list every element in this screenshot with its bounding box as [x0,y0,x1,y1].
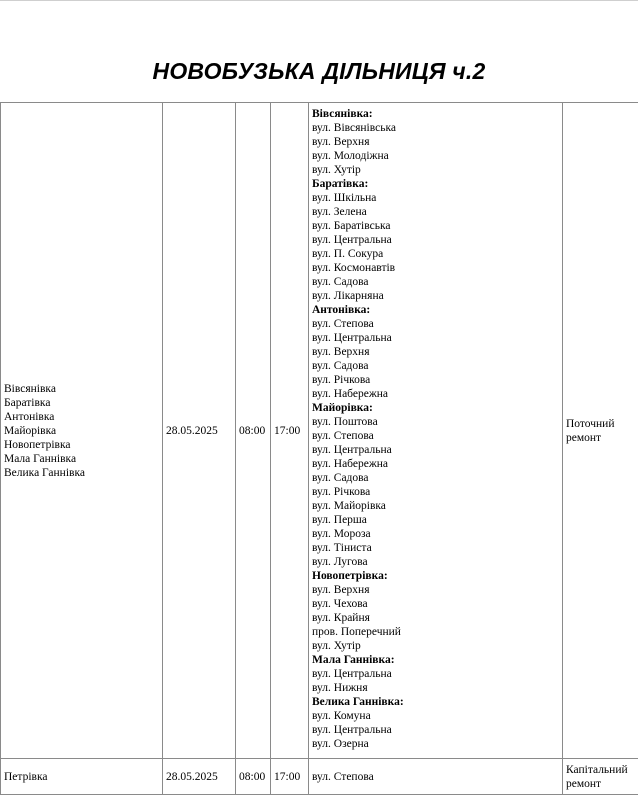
street-name: вул. Комуна [312,709,559,723]
settlements-cell [1,103,163,759]
streets-cell: вул. Степова [309,759,563,795]
street-group [312,653,559,695]
street-name: вул. Степова [312,317,559,331]
date-cell: 28.05.2025 [163,103,236,759]
village-heading: Велика Ганнівка: [312,695,559,709]
street-group [312,695,559,751]
street-group [312,303,559,401]
settlement-name: Петрівка [4,770,159,784]
settlement-name: Новопетрівка [4,438,159,452]
street-name: вул. Центральна [312,443,559,457]
table-row [1,103,638,759]
street-name: вул. П. Сокура [312,247,559,261]
street-name: вул. Центральна [312,667,559,681]
village-heading: Антонівка: [312,303,559,317]
street-groups [312,107,559,751]
street-name: вул. Хутір [312,639,559,653]
work-type-cell [563,759,638,795]
street-name: вул. Майорівка [312,499,559,513]
outage-schedule-table [0,102,638,795]
street-name: вул. Центральна [312,233,559,247]
streets-cell [309,103,563,759]
street-name: вул. Степова [312,429,559,443]
work-type-line: Поточний [566,417,635,431]
street-name: вул. Молодіжна [312,149,559,163]
street-name: вул. Зелена [312,205,559,219]
table-row [1,759,638,795]
street-name: вул. Набережна [312,457,559,471]
settlement-name: Мала Ганнівка [4,452,159,466]
street-name: вул. Центральна [312,723,559,737]
street-name: вул. Річкова [312,485,559,499]
work-type-line: Капітальний [566,763,635,777]
street-name: вул. Мороза [312,527,559,541]
settlement-name: Майорівка [4,424,159,438]
street-name: вул. Верхня [312,583,559,597]
settlement-name: Вівсянівка [4,382,159,396]
work-type-line: ремонт [566,431,635,445]
street-name: вул. Садова [312,275,559,289]
work-type-line: ремонт [566,777,635,791]
street-name: вул. Шкільна [312,191,559,205]
street-name: вул. Садова [312,359,559,373]
street-name: вул. Лікарняна [312,289,559,303]
street-name: вул. Крайня [312,611,559,625]
street-name: вул. Хутір [312,163,559,177]
street-name: вул. Озерна [312,737,559,751]
street-name: вул. Садова [312,471,559,485]
street-name: вул. Поштова [312,415,559,429]
street-name: вул. Вівсянівська [312,121,559,135]
street-group [312,107,559,177]
settlement-name: Велика Ганнівка [4,466,159,480]
page-title: НОВОБУЗЬКА ДІЛЬНИЦЯ ч.2 [0,58,638,85]
settlement-name: Антонівка [4,410,159,424]
street-name: вул. Лугова [312,555,559,569]
time-to-cell: 17:00 [271,103,309,759]
street-name: вул. Верхня [312,135,559,149]
work-type-cell [563,103,638,759]
street-name: вул. Верхня [312,345,559,359]
street-name: вул. Річкова [312,373,559,387]
street-name: вул. Перша [312,513,559,527]
time-from-cell: 08:00 [236,103,271,759]
street-group [312,569,559,653]
street-name: вул. Центральна [312,331,559,345]
village-heading: Новопетрівка: [312,569,559,583]
street-name: вул. Чехова [312,597,559,611]
village-heading: Мала Ганнівка: [312,653,559,667]
village-heading: Баратівка: [312,177,559,191]
street-group [312,401,559,569]
street-name: вул. Набережна [312,387,559,401]
village-heading: Вівсянівка: [312,107,559,121]
settlement-name: Баратівка [4,396,159,410]
time-to-cell: 17:00 [271,759,309,795]
street-name: вул. Нижня [312,681,559,695]
settlements-cell [1,759,163,795]
street-name: пров. Поперечний [312,625,559,639]
date-cell: 28.05.2025 [163,759,236,795]
time-from-cell: 08:00 [236,759,271,795]
street-group [312,177,559,303]
street-name: вул. Тіниста [312,541,559,555]
street-name: вул. Космонавтів [312,261,559,275]
top-border-line [0,0,638,1]
street-name: вул. Баратівська [312,219,559,233]
village-heading: Майорівка: [312,401,559,415]
